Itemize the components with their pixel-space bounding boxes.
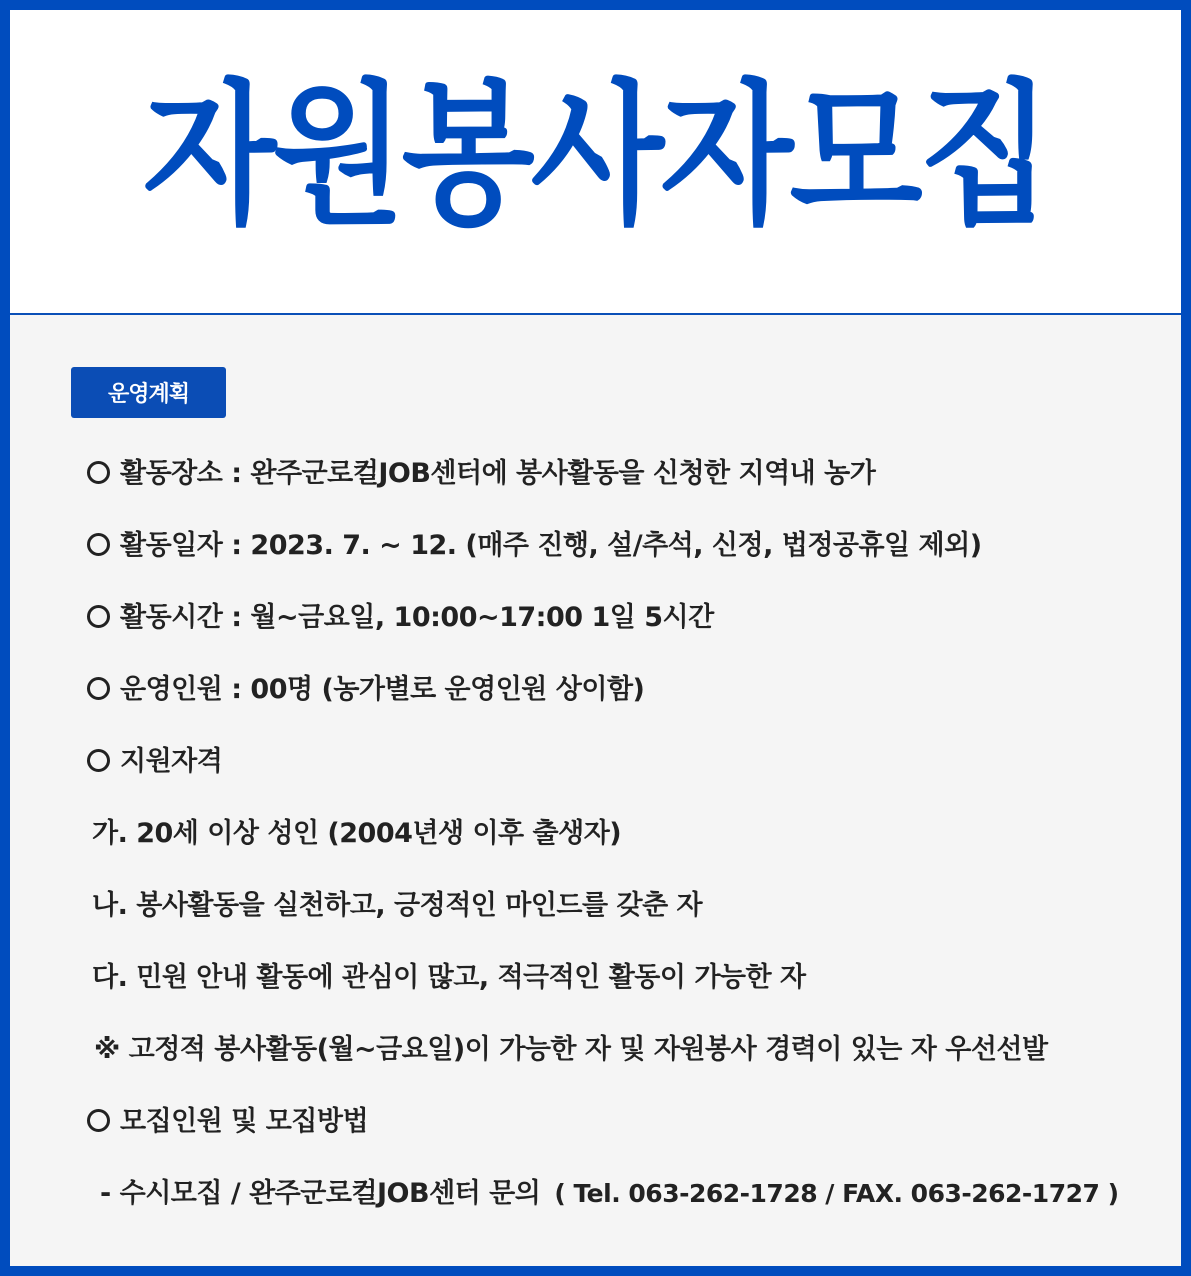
item-period (87, 528, 982, 564)
qualification-item: 나. 봉사활동을 실천하고, 긍정적인 마인드를 갖춘 자 (92, 890, 703, 921)
item-location-text: 활동장소 : 완주군로컬JOB센터에 봉사활동을 신청한 지역내 농가 (120, 458, 876, 489)
item-hours (87, 600, 714, 636)
item-recruitment-text: 모집인원 및 모집방법 (120, 1106, 369, 1137)
item-qualification-text: 지원자격 (120, 746, 223, 777)
item-qualification (87, 744, 222, 780)
item-period-text: 활동일자 : 2023. 7. ~ 12. (매주 진행, 설/추석, 신정, 법정공휴일 제외) (120, 530, 982, 561)
circle-bullet-icon (87, 461, 110, 484)
recruitment-method-text: - 수시모집 / 완주군로컬JOB센터 문의 (100, 1178, 541, 1209)
item-recruitment (87, 1104, 368, 1140)
circle-bullet-icon (87, 605, 110, 628)
recruitment-method (100, 1176, 1119, 1212)
contact-info: ( Tel. 063-262-1728 / FAX. 063-262-1727 ) (554, 1179, 1119, 1208)
circle-bullet-icon (87, 749, 110, 772)
qualification-item: 가. 20세 이상 성인 (2004년생 이후 출생자) (92, 818, 622, 849)
item-location (87, 456, 875, 492)
page-title: 자원봉사자모집 (142, 64, 1049, 246)
item-staffing-text: 운영인원 : 00명 (농가별로 운영인원 상이함) (120, 674, 645, 705)
circle-bullet-icon (87, 677, 110, 700)
item-hours-text: 활동시간 : 월~금요일, 10:00~17:00 1일 5시간 (120, 602, 714, 633)
circle-bullet-icon (87, 1109, 110, 1132)
header (10, 10, 1181, 315)
content-area (10, 315, 1181, 1266)
circle-bullet-icon (87, 533, 110, 556)
section-badge: 운영계획 (71, 367, 226, 418)
qualification-item: 다. 민원 안내 활동에 관심이 많고, 적극적인 활동이 가능한 자 (92, 962, 806, 993)
item-staffing (87, 672, 644, 708)
priority-note: ※ 고정적 봉사활동(월~금요일)이 가능한 자 및 자원봉사 경력이 있는 자 우선선발 (94, 1034, 1048, 1065)
